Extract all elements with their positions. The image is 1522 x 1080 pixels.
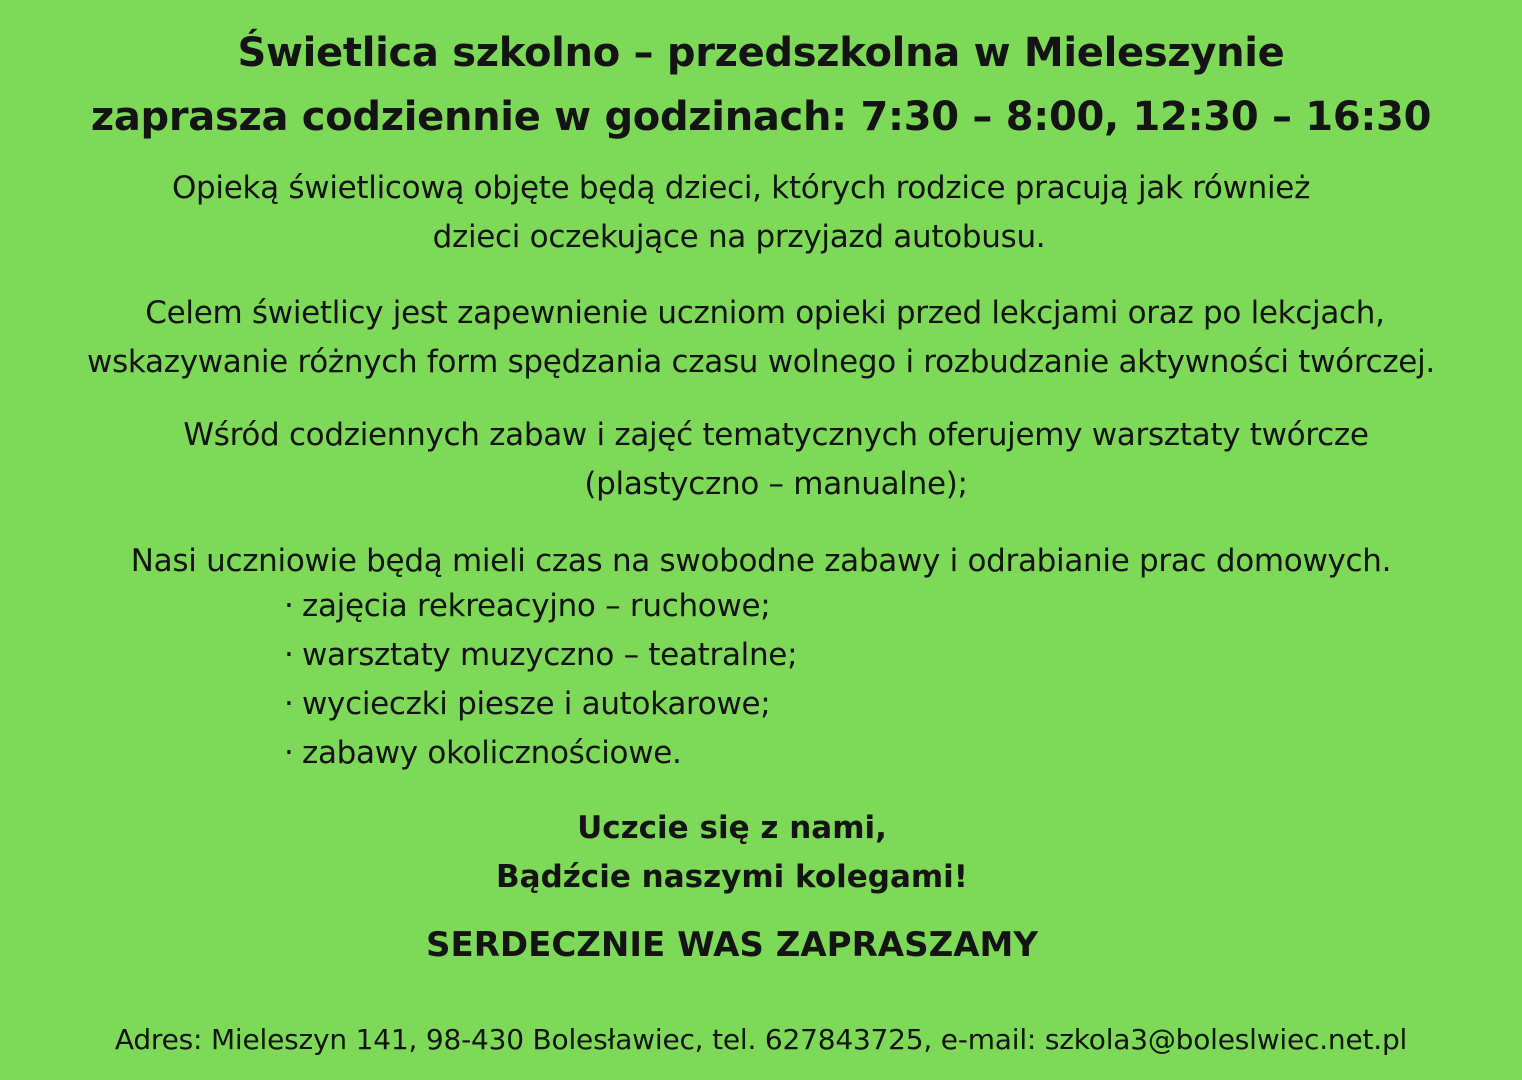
bullet-icon: ·: [284, 735, 294, 771]
activities-list: [284, 582, 797, 778]
list-item: [284, 729, 797, 778]
list-item: [284, 680, 797, 729]
activity-label: warsztaty muzyczno – teatralne;: [302, 637, 798, 673]
invitation-heading: SERDECZNIE WAS ZAPRASZAMY: [425, 925, 1039, 965]
activity-label: wycieczki piesze i autokarowe;: [302, 686, 771, 722]
heading-line-1: Świetlica szkolno – przedszkolna w Mieleszynie: [237, 30, 1285, 76]
list-item: [284, 582, 797, 631]
closing-line-1: Uczcie się z nami,: [577, 810, 887, 846]
closing-line-2: Bądźcie naszymi kolegami!: [496, 859, 968, 895]
bullet-icon: ·: [284, 637, 294, 673]
footer-address: Adres: Mieleszyn 141, 98-430 Bolesławiec, tel. 627843725, e-mail: szkola3@boleslwiec.net.pl: [114, 1023, 1408, 1056]
paragraph-1-line-1: Opieką świetlicową objęte będą dzieci, których rodzice pracują jak również: [171, 170, 1311, 206]
paragraph-4-line-1: Nasi uczniowie będą mieli czas na swobodne zabawy i odrabianie prac domowych.: [130, 543, 1392, 579]
activity-label: zabawy okolicznościowe.: [302, 735, 682, 771]
bullet-icon: ·: [284, 686, 294, 722]
paragraph-1-line-2: dzieci oczekujące na przyjazd autobusu.: [432, 219, 1046, 255]
bullet-icon: ·: [284, 588, 294, 624]
paragraph-3-line-2: (plastyczno – manualne);: [584, 466, 968, 502]
paragraph-3-line-1: Wśród codziennych zabaw i zajęć tematycznych oferujemy warsztaty twórcze: [183, 417, 1369, 453]
list-item: [284, 631, 797, 680]
activity-label: zajęcia rekreacyjno – ruchowe;: [302, 588, 771, 624]
heading-line-2: zaprasza codziennie w godzinach: 7:30 – 8:00, 12:30 – 16:30: [90, 94, 1432, 140]
paragraph-2-line-2: wskazywanie różnych form spędzania czasu wolnego i rozbudzanie aktywności twórczej.: [87, 344, 1435, 380]
paragraph-2-line-1: Celem świetlicy jest zapewnienie uczniom opieki przed lekcjami oraz po lekcjach,: [145, 295, 1385, 331]
